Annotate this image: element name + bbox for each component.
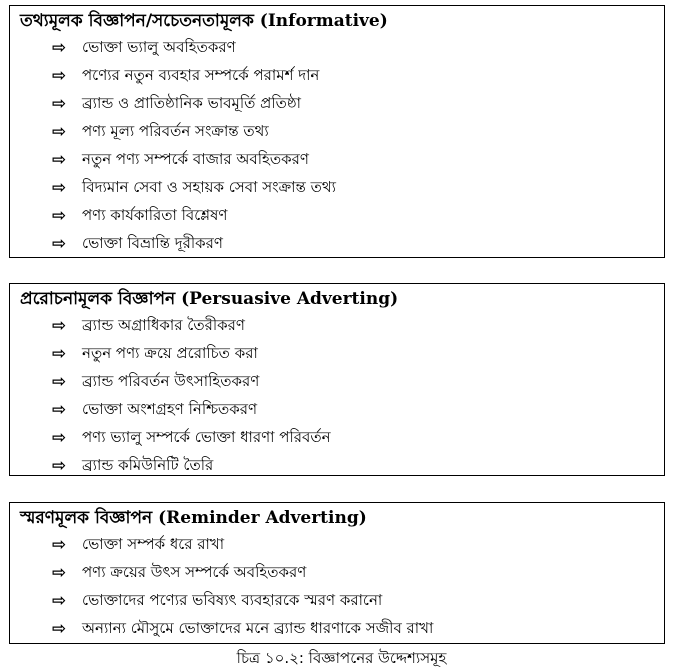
- arrow-right-icon: ⇨: [52, 534, 67, 555]
- list-item-text: ব্র্যান্ড কমিউনিটি তৈরি: [82, 455, 214, 474]
- arrow-right-icon: ⇨: [52, 93, 67, 114]
- arrow-right-icon: ⇨: [52, 65, 67, 86]
- list-item-text: ভোক্তা ভ্যালু অবহিতকরণ: [82, 37, 236, 56]
- list-item: [20, 62, 654, 90]
- arrow-right-icon: ⇨: [52, 149, 67, 170]
- list-item-text: ভোক্তা বিভ্রান্তি দূরীকরণ: [82, 233, 223, 252]
- list-item-text: ব্র্যান্ড অগ্রাধিকার তৈরীকরণ: [82, 315, 245, 334]
- list-item-text: ভোক্তাদের পণ্যের ভবিষ্যৎ ব্যবহারকে স্মরণ করানো: [82, 590, 383, 609]
- list-item: [20, 146, 654, 174]
- informative-heading: তথ্যমূলক বিজ্ঞাপন/সচেতনতামূলক (Informative): [20, 11, 388, 31]
- list-item-text: নতুন পণ্য সম্পর্কে বাজার অবহিতকরণ: [82, 149, 309, 168]
- arrow-right-icon: ⇨: [52, 618, 67, 639]
- list-item: [20, 118, 654, 146]
- list-item: [20, 452, 654, 480]
- reminder-list: [20, 531, 654, 643]
- arrow-right-icon: ⇨: [52, 121, 67, 142]
- list-item-text: ভোক্তা অংশগ্রহণ নিশ্চিতকরণ: [82, 399, 258, 418]
- informative-box: [9, 5, 665, 258]
- list-item: [20, 396, 654, 424]
- list-item-text: অন্যান্য মৌসুমে ভোক্তাদের মনে ব্র্যান্ড ধারণাকে সজীব রাখা: [82, 618, 434, 637]
- arrow-right-icon: ⇨: [52, 177, 67, 198]
- list-item: [20, 90, 654, 118]
- list-item-text: ভোক্তা সম্পর্ক ধরে রাখা: [82, 534, 225, 553]
- arrow-right-icon: ⇨: [52, 562, 67, 583]
- list-item: [20, 615, 654, 643]
- list-item-text: পণ্য মূল্য পরিবর্তন সংক্রান্ত তথ্য: [82, 121, 269, 140]
- arrow-right-icon: ⇨: [52, 37, 67, 58]
- persuasive-list: [20, 312, 654, 480]
- arrow-right-icon: ⇨: [52, 205, 67, 226]
- list-item: [20, 202, 654, 230]
- arrow-right-icon: ⇨: [52, 371, 67, 392]
- list-item: [20, 424, 654, 452]
- arrow-right-icon: ⇨: [52, 427, 67, 448]
- list-item: [20, 368, 654, 396]
- informative-list: [20, 34, 654, 258]
- list-item-text: বিদ্যমান সেবা ও সহায়ক সেবা সংক্রান্ত তথ্য: [82, 177, 336, 196]
- arrow-right-icon: ⇨: [52, 315, 67, 336]
- reminder-box: [9, 502, 665, 644]
- list-item-text: ব্র্যান্ড পরিবর্তন উৎসাহিতকরণ: [82, 371, 260, 390]
- list-item: [20, 559, 654, 587]
- list-item-text: পণ্যের নতুন ব্যবহার সম্পর্কে পরামর্শ দান: [82, 65, 320, 84]
- list-item: [20, 174, 654, 202]
- persuasive-heading: প্ররোচনামূলক বিজ্ঞাপন (Persuasive Adverting): [20, 289, 399, 309]
- arrow-right-icon: ⇨: [52, 343, 67, 364]
- list-item-text: পণ্য কার্যকারিতা বিশ্লেষণ: [82, 205, 228, 224]
- list-item: [20, 230, 654, 258]
- list-item: [20, 587, 654, 615]
- figure-caption: চিত্র ১০.২: বিজ্ঞাপনের উদ্দেশ্যসমূহ: [236, 649, 447, 667]
- list-item-text: পণ্য ভ্যালু সম্পর্কে ভোক্তা ধারণা পরিবর্তন: [82, 427, 331, 446]
- arrow-right-icon: ⇨: [52, 455, 67, 476]
- list-item: [20, 531, 654, 559]
- list-item-text: ব্র্যান্ড ও প্রাতিষ্ঠানিক ভাবমূর্তি প্রতিষ্ঠা: [82, 93, 302, 112]
- persuasive-box: [9, 283, 665, 476]
- list-item: [20, 34, 654, 62]
- list-item: [20, 340, 654, 368]
- list-item: [20, 312, 654, 340]
- reminder-heading: স্মরণমূলক বিজ্ঞাপন (Reminder Adverting): [20, 508, 367, 528]
- list-item-text: নতুন পণ্য ক্রয়ে প্ররোচিত করা: [82, 343, 258, 362]
- list-item-text: পণ্য ক্রয়ের উৎস সম্পর্কে অবহিতকরণ: [82, 562, 307, 581]
- arrow-right-icon: ⇨: [52, 233, 67, 254]
- arrow-right-icon: ⇨: [52, 590, 67, 611]
- arrow-right-icon: ⇨: [52, 399, 67, 420]
